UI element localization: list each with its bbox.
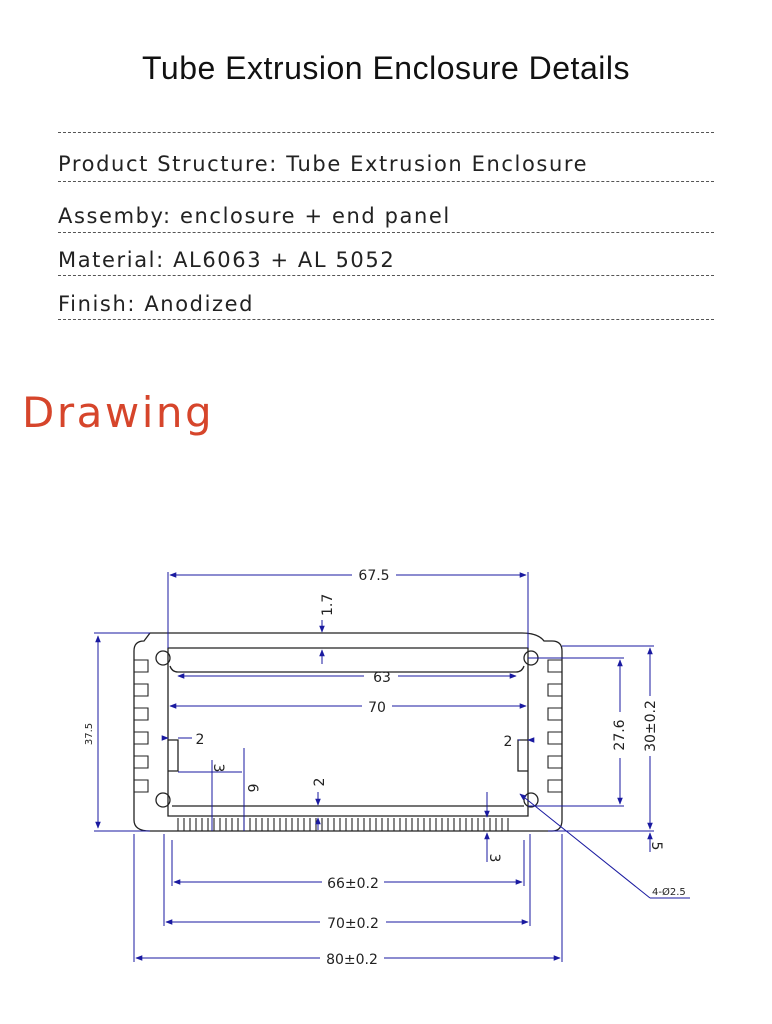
dim-total-width: 80±0.2 bbox=[326, 952, 378, 968]
dim-base-offset: 5 bbox=[648, 841, 664, 851]
dim-slot-height: 6 bbox=[244, 783, 260, 793]
dim-body-width: 70±0.2 bbox=[327, 916, 379, 932]
dim-top-width: 67.5 bbox=[358, 568, 390, 584]
dim-bottom-wall: 2 bbox=[312, 777, 328, 787]
drawing-heading: Drawing bbox=[22, 388, 215, 437]
dim-inner-mid: 70 bbox=[368, 700, 386, 716]
dim-inner-height: 27.6 bbox=[612, 719, 628, 751]
dim-outer-height: 30±0.2 bbox=[643, 700, 659, 752]
dim-slot-left: 2 bbox=[195, 732, 205, 748]
spec-material: Material: AL6063 + AL 5052 bbox=[58, 248, 396, 272]
spec-product-structure: Product Structure: Tube Extrusion Enclosure bbox=[58, 152, 589, 176]
dim-base-width: 66±0.2 bbox=[327, 876, 379, 892]
spec-assembly: Assemby: enclosure + end panel bbox=[58, 204, 451, 228]
dimension-lines bbox=[94, 572, 690, 962]
dim-top-wall: 1.7 bbox=[320, 593, 336, 616]
dim-holes: 4-Ø2.5 bbox=[652, 887, 686, 898]
page-title: Tube Extrusion Enclosure Details bbox=[142, 50, 630, 86]
dim-slot-right: 2 bbox=[503, 734, 513, 750]
dim-total-height: 37.5 bbox=[84, 722, 95, 746]
bottom-fins bbox=[178, 818, 508, 831]
dim-slot-depth: 3 bbox=[210, 763, 226, 773]
dim-fin-depth: 3 bbox=[486, 853, 502, 863]
dim-inner-top: 63 bbox=[373, 670, 391, 686]
spec-finish: Finish: Anodized bbox=[58, 292, 255, 316]
